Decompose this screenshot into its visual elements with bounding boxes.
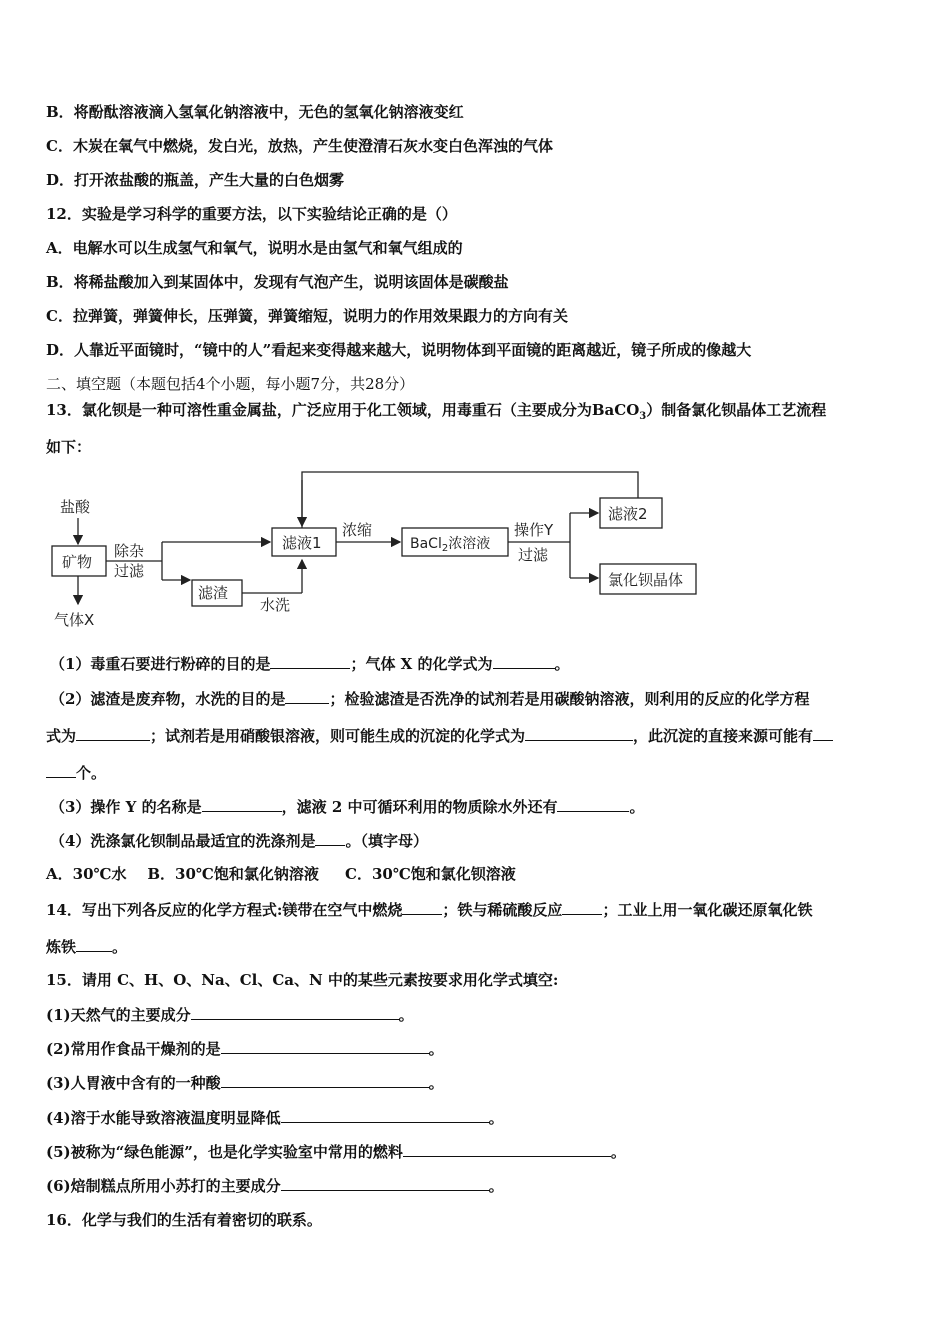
- flow-wash: 水洗: [260, 596, 291, 614]
- q13-stem: 13．氯化钡是一种可溶性重金属盐，广泛应用于化工领域，用毒重石（主要成分为BaCO$_3$）制备氯化钡晶体工艺流程: [46, 401, 827, 422]
- flow-remove-2: 过滤: [114, 562, 145, 580]
- answer-blank[interactable]: [76, 936, 112, 952]
- q13-part2-cont: 式为 ；试剂若是用硝酸银溶液，则可能生成的沉淀的化学式为 ，此沉淀的直接来源可能有: [46, 725, 833, 746]
- q11-option-c: C．木炭在氧气中燃烧，发白光，放热，产生使澄清石灰水变白色浑浊的气体: [46, 137, 553, 155]
- answer-blank[interactable]: [281, 1175, 489, 1191]
- flow-filter: 过滤: [518, 546, 549, 564]
- flow-filtrate2: 滤液2: [608, 505, 648, 523]
- q13-stem-cont: 如下：: [46, 438, 92, 456]
- q12-option-d: D．人靠近平面镜时，“镜中的人”看起来变得越来越大，说明物体到平面镜的距离越近，镜子所成的像越大: [46, 341, 752, 359]
- flow-mineral: 矿物: [62, 553, 93, 571]
- answer-blank[interactable]: [46, 762, 76, 778]
- process-flow-diagram: [40, 466, 720, 636]
- flow-concentrate: 浓缩: [342, 521, 373, 539]
- q12-option-b: B．将稀盐酸加入到某固体中，发现有气泡产生，说明该固体是碳酸盐: [46, 273, 509, 291]
- flow-bacl2: BaCl$_2$浓溶液: [410, 536, 491, 554]
- answer-blank[interactable]: [493, 653, 555, 669]
- q16-stem: 16．化学与我们的生活有着密切的联系。: [46, 1211, 322, 1229]
- q15-item-4: (4)溶于水能导致溶液温度明显降低 。: [46, 1109, 504, 1127]
- q15-item-5: (5)被称为“绿色能源”，也是化学实验室中常用的燃料 。: [46, 1143, 626, 1161]
- answer-blank[interactable]: [191, 1004, 399, 1020]
- q15-stem: 15．请用 C、H、O、Na、Cl、Ca、N 中的某些元素按要求用化学式填空:: [46, 971, 559, 989]
- q13-options: A．30℃水 B．30℃饱和氯化钠溶液 C．30℃饱和氯化钡溶液: [46, 865, 516, 883]
- q12-option-a: A．电解水可以生成氢气和氧气，说明水是由氢气和氧气组成的: [46, 239, 463, 257]
- answer-blank[interactable]: [285, 688, 329, 704]
- flow-filtrate1: 滤液1: [282, 534, 322, 552]
- flow-residue: 滤渣: [198, 584, 229, 602]
- answer-blank[interactable]: [281, 1107, 489, 1123]
- q12-option-c: C．拉弹簧，弹簧伸长，压弹簧，弹簧缩短，说明力的作用效果跟力的方向有关: [46, 307, 568, 325]
- q11-option-b: B．将酚酞溶液滴入氢氧化钠溶液中，无色的氢氧化钠溶液变红: [46, 103, 464, 121]
- flow-op-y: 操作Y: [514, 521, 554, 539]
- answer-blank[interactable]: [557, 796, 629, 812]
- flow-label-hcl: 盐酸: [60, 498, 91, 516]
- answer-blank[interactable]: [525, 725, 633, 741]
- q13-part1: （1）毒重石要进行粉碎的目的是 ；气体 X 的化学式为 。: [50, 655, 570, 673]
- flow-crystal: 氯化钡晶体: [608, 571, 684, 589]
- flow-remove-1: 除杂: [114, 542, 145, 560]
- answer-blank[interactable]: [76, 725, 150, 741]
- q13-part3: （3）操作 Y 的名称是 ，滤液 2 中可循环利用的物质除水外还有 。: [50, 798, 645, 816]
- q13-part2: （2）滤渣是废弃物，水洗的目的是 ；检验滤渣是否洗净的试剂若是用碳酸钠溶液，则利用的反应的化学方程: [50, 690, 810, 708]
- q13-part4: （4）洗涤氯化钡制品最适宜的洗涤剂是 。（填字母）: [50, 832, 428, 850]
- flow-gas: 气体X: [54, 611, 95, 629]
- answer-blank[interactable]: [315, 830, 345, 846]
- answer-blank[interactable]: [270, 653, 350, 669]
- q14-stem: 14．写出下列各反应的化学方程式:镁带在空气中燃烧 ；铁与稀硫酸反应 ；工业上用一氧化碳还原氧化铁: [46, 901, 813, 919]
- section-heading: 二、填空题（本题包括4个小题，每小题7分，共28分）: [46, 375, 415, 393]
- q15-item-6: (6)焙制糕点所用小苏打的主要成分 。: [46, 1177, 504, 1195]
- q12-stem: 12．实验是学习科学的重要方法，以下实验结论正确的是（）: [46, 205, 457, 223]
- answer-blank[interactable]: [562, 899, 602, 915]
- q15-item-1: (1)天然气的主要成分 。: [46, 1006, 414, 1024]
- answer-blank[interactable]: [402, 899, 442, 915]
- q13-part2-end: 个。: [46, 762, 106, 783]
- answer-blank[interactable]: [202, 796, 282, 812]
- answer-blank[interactable]: [221, 1038, 429, 1054]
- answer-blank[interactable]: [403, 1141, 611, 1157]
- answer-blank[interactable]: [813, 725, 833, 741]
- q15-item-2: (2)常用作食品干燥剂的是 。: [46, 1040, 444, 1058]
- q14-stem-cont: 炼铁 。: [46, 938, 128, 956]
- q15-item-3: (3)人胃液中含有的一种酸 。: [46, 1074, 444, 1092]
- answer-blank[interactable]: [221, 1072, 429, 1088]
- q11-option-d: D．打开浓盐酸的瓶盖，产生大量的白色烟雾: [46, 171, 345, 189]
